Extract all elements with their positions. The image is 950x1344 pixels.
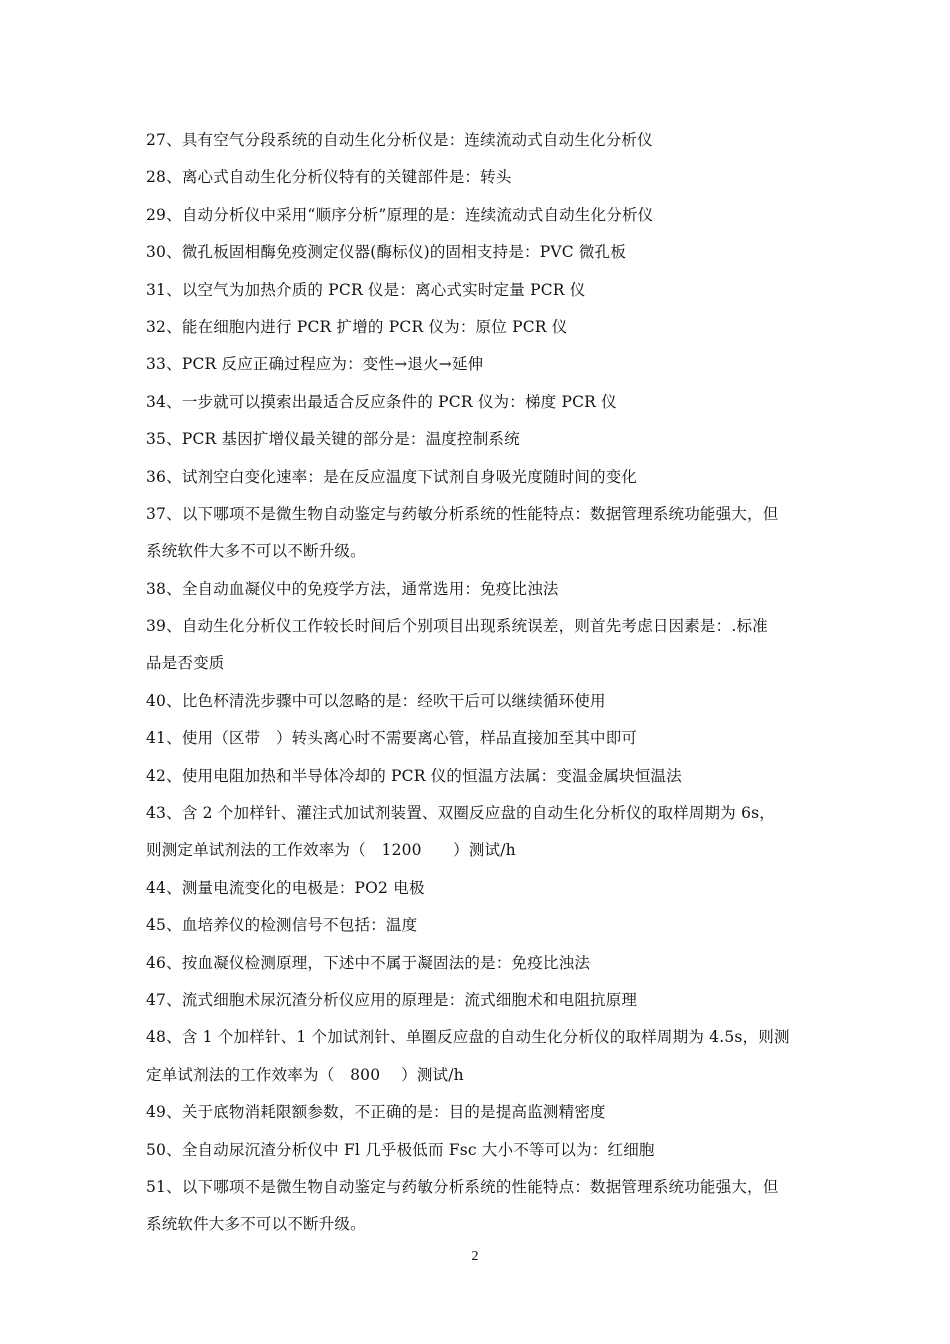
text-line: 38、全自动血凝仪中的免疫学方法，通常选用：免疫比浊法: [146, 579, 559, 598]
text-line: 44、测量电流变化的电极是：PO2 电极: [146, 878, 425, 897]
text-line: 35、PCR 基因扩增仪最关键的部分是：温度控制系统: [146, 430, 520, 449]
text-line: 51、以下哪项不是微生物自动鉴定与药敏分析系统的性能特点：数据管理系统功能强大，但: [146, 1177, 779, 1196]
text-line: 系统软件大多不可以不断升级。: [146, 1215, 366, 1234]
text-line: 31、以空气为加热介质的 PCR 仪是：离心式实时定量 PCR 仪: [146, 280, 586, 299]
text-line: 50、全自动尿沉渣分析仪中 Fl 几乎极低而 Fsc 大小不等可以为：红细胞: [146, 1140, 655, 1159]
text-line: 27、具有空气分段系统的自动生化分析仪是：连续流动式自动生化分析仪: [146, 131, 653, 149]
text-line: 49、关于底物消耗限额参数，不正确的是：目的是提高监测精密度: [146, 1103, 606, 1122]
text-line: 46、按血凝仪检测原理，下述中不属于凝固法的是：免疫比浊法: [146, 953, 591, 972]
text-line: 28、离心式自动生化分析仪特有的关键部件是：转头: [146, 168, 512, 187]
text-line: 32、能在细胞内进行 PCR 扩增的 PCR 仪为：原位 PCR 仪: [146, 317, 568, 336]
text-line: 定单试剂法的工作效率为（ 800 ）测试/h: [146, 1065, 464, 1084]
text-line: 30、微孔板固相酶免疫测定仪器(酶标仪)的固相支持是：PVC 微孔板: [146, 243, 627, 262]
question-list: [146, 122, 810, 1244]
text-line: 47、流式细胞术尿沉渣分析仪应用的原理是：流式细胞术和电阻抗原理: [146, 990, 638, 1009]
text-line: 品是否变质: [146, 654, 225, 673]
text-line: 37、以下哪项不是微生物自动鉴定与药敏分析系统的性能特点：数据管理系统功能强大，但: [146, 504, 779, 523]
text-line: 33、PCR 反应正确过程应为：变性→退火→延伸: [146, 355, 484, 374]
page-number: 2: [471, 1249, 479, 1264]
text-line: 43、含 2 个加样针、灌注式加试剂装置、双圈反应盘的自动生化分析仪的取样周期为 6s，: [146, 804, 775, 823]
text-line: 42、使用电阻加热和半导体冷却的 PCR 仪的恒温方法属：变温金属块恒温法: [146, 766, 682, 785]
text-line: 29、自动分析仪中采用“顺序分析”原理的是：连续流动式自动生化分析仪: [146, 205, 654, 224]
text-line: 系统软件大多不可以不断升级。: [146, 542, 366, 561]
text-line: 40、比色杯清洗步骤中可以忽略的是：经吹干后可以继续循环使用: [146, 691, 606, 710]
text-line: 34、一步就可以摸索出最适合反应条件的 PCR 仪为：梯度 PCR 仪: [146, 392, 617, 411]
text-line: 39、自动生化分析仪工作较长时间后个别项目出现系统误差，则首先考虑日因素是：.标准: [146, 617, 768, 636]
text-line: 36、试剂空白变化速率：是在反应温度下试剂自身吸光度随时间的变化: [146, 467, 638, 486]
text-line: 则测定单试剂法的工作效率为（ 1200 ）测试/h: [146, 841, 516, 860]
text-line: 45、血培养仪的检测信号不包括：温度: [146, 916, 418, 935]
text-line: 48、含 1 个加样针、1 个加试剂针、单圈反应盘的自动生化分析仪的取样周期为 4.5s，则测: [146, 1028, 790, 1047]
text-line: 41、使用（区带 ）转头离心时不需要离心管，样品直接加至其中即可: [146, 729, 638, 748]
